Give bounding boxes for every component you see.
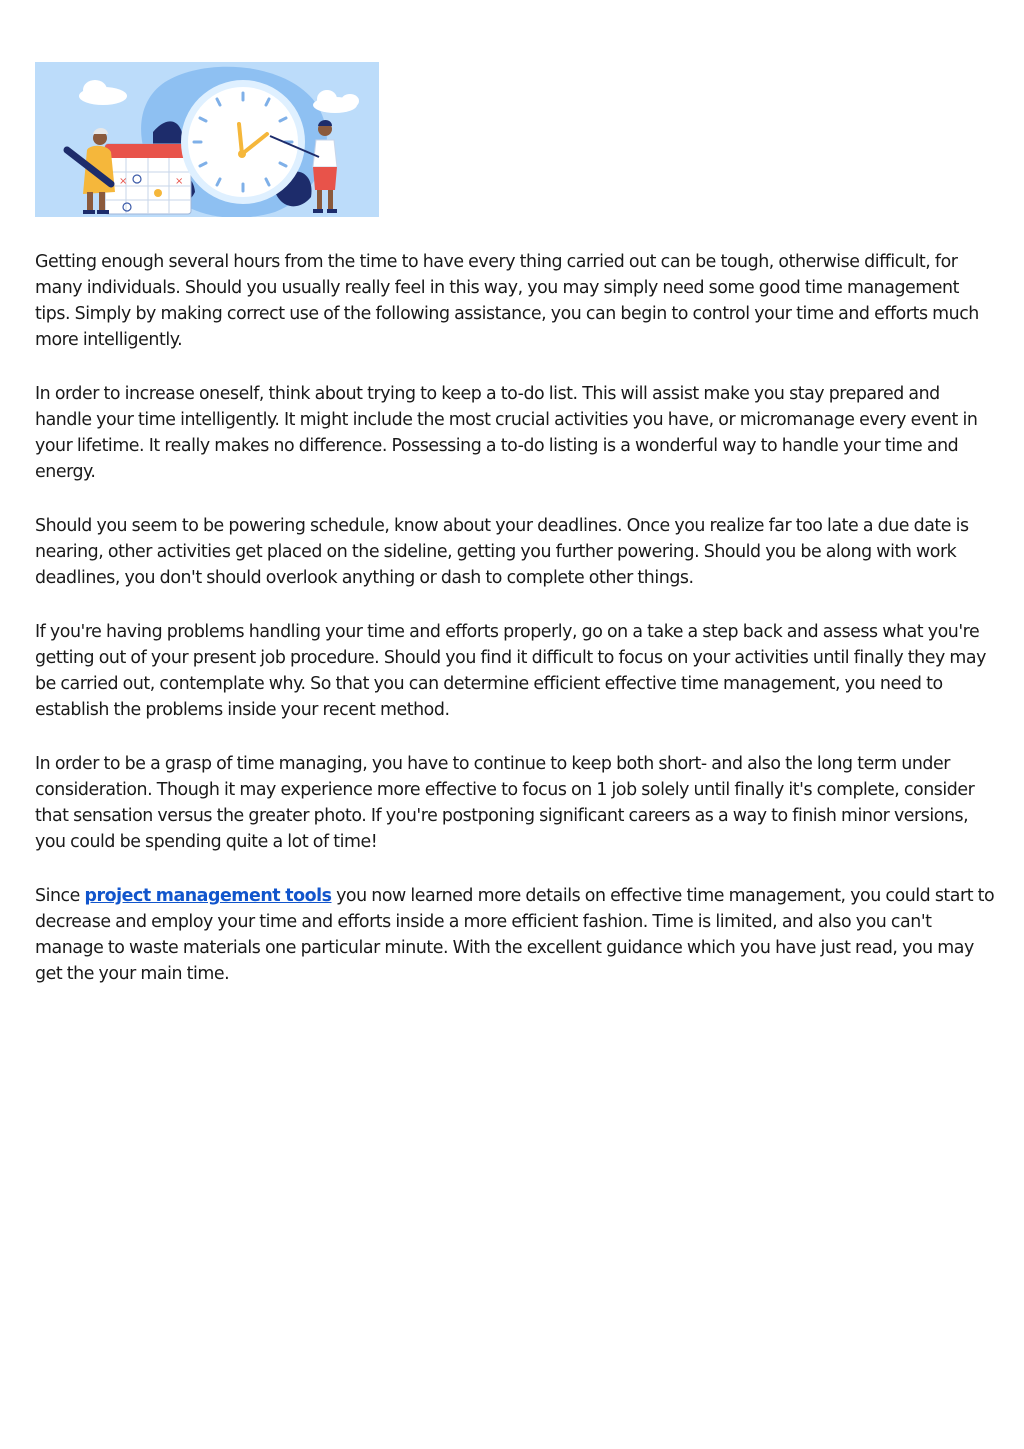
paragraph-text-before-link: Since xyxy=(35,886,85,906)
paragraph-final xyxy=(35,883,995,987)
paragraph: In order to be a grasp of time managing, you have to continue to keep both short- and also the long term under consideration. Though it may experience more effective to focus on 1 job solely until finally it's complete, consider that sensation versus the greater photo. If you're postponing significant careers as a way to finish minor versions, you could be spending quite a lot of time! xyxy=(35,754,975,852)
paragraph-text-after-link: you now learned more details on effective time management, you could start to decrease and employ your time and efforts inside a more efficient fashion. Time is limited, and also you can't manage to waste materials one particular minute. With the excellent guidance which you have just read, you may get the your main time. xyxy=(35,886,995,984)
svg-text:×: × xyxy=(119,176,128,187)
paragraph: In order to increase oneself, think about trying to keep a to-do list. This will assist make you stay prepared and handle your time intelligently. It might include the most crucial activities you have, or micromanage every event in your lifetime. It really makes no difference. Possessing a to-do listing is a wonderful way to handle your time and energy. xyxy=(35,384,978,482)
article-body xyxy=(35,249,995,987)
document-page xyxy=(35,62,995,1015)
paragraph: If you're having problems handling your time and efforts properly, go on a take a step back and assess what you're getting out of your present job procedure. Should you find it difficult to focus on your activities until finally they may be carried out, contemplate why. So that you can determine efficient effective time management, you need to establish the problems inside your recent method. xyxy=(35,622,986,720)
paragraph: Getting enough several hours from the time to have every thing carried out can be tough, otherwise difficult, for many individuals. Should you usually really feel in this way, you may simply need some good time management tips. Simply by making correct use of the following assistance, you can begin to control your time and efforts much more intelligently. xyxy=(35,252,979,350)
time-management-illustration xyxy=(35,62,379,217)
paragraph: Should you seem to be powering schedule, know about your deadlines. Once you realize far too late a due date is nearing, other activities get placed on the sideline, getting you further powering. Should you be along with work deadlines, you don't should overlook anything or dash to complete other things. xyxy=(35,516,969,588)
project-management-tools-link[interactable]: project management tools xyxy=(84,886,332,906)
svg-text:×: × xyxy=(175,176,184,187)
